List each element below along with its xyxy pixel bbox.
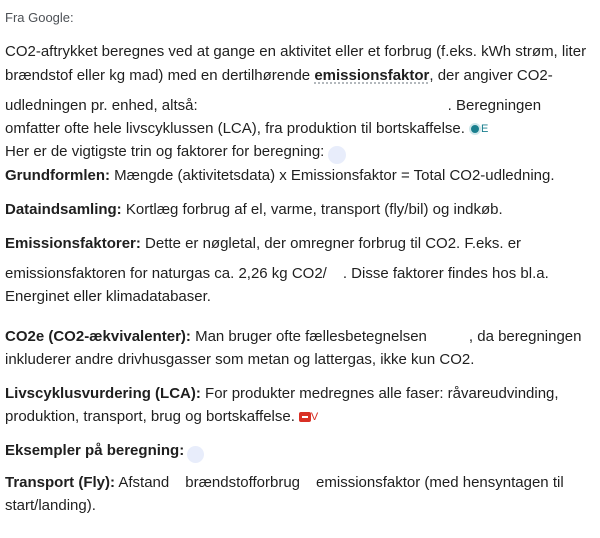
emissionsfaktor-term[interactable]: emissionsfaktor <box>314 67 430 84</box>
grundformlen-text: Mængde (aktivitetsdata) x Emissionsfaktor = Total CO2-udledning. <box>110 167 555 184</box>
emissionsfaktorer-label: Emissionsfaktorer: <box>5 235 141 252</box>
intro-line-2 <box>5 64 553 88</box>
lca-line-2 <box>5 405 318 429</box>
loading-dot-icon <box>187 446 204 463</box>
source-label: Fra Google: <box>5 10 74 25</box>
item-grundformlen <box>5 164 555 188</box>
transport-part-3: emissionsfaktor (med hensyntagen til <box>316 474 564 491</box>
lca-label: Livscyklusvurdering (LCA): <box>5 385 201 402</box>
item-transport <box>5 471 564 495</box>
intro-line-3-post: . Beregningen <box>447 97 542 114</box>
intro-line-3 <box>5 94 541 118</box>
item-emissionsfaktorer <box>5 232 521 256</box>
pdf-citation-icon[interactable] <box>299 412 311 422</box>
intro-line-2-pre: brændstof eller kg mad) med en dertilhørende <box>5 67 315 84</box>
intro-line-1: CO2-aftrykket beregnes ved at gange en aktivitet eller et forbrug (f.eks. kWh strøm, liter <box>5 43 587 60</box>
item-lca <box>5 382 559 406</box>
pdf-citation-label[interactable]: V <box>310 411 319 424</box>
lca-line-1: For produkter medregnes alle faser: råvareudvinding, <box>200 385 559 402</box>
co2e-line-2: inkluderer andre drivhusgasser som metan og lattergas, ikke kun CO2. <box>5 351 475 368</box>
intro-line-2-post: , der angiver CO2- <box>429 67 553 84</box>
transport-line-2: start/landing). <box>5 497 96 514</box>
grundformlen-label: Grundformlen: <box>5 167 110 184</box>
intro-line-5: Her er de vigtigste trin og faktorer for beregning: <box>5 143 325 160</box>
co2e-label: CO2e (CO2-ækvivalenter): <box>5 328 191 345</box>
dataindsamling-label: Dataindsamling: <box>5 201 122 218</box>
co2e-line-1-pre: Man bruger ofte fællesbetegnelsen <box>190 328 427 345</box>
co2e-line-1-post: , da beregningen <box>468 328 582 345</box>
emissionsfaktorer-line-2 <box>5 262 549 286</box>
source-citation-icon[interactable] <box>469 123 481 135</box>
lca-line-2-text: produktion, transport, brug og bortskaffelse. <box>5 408 295 425</box>
emissionsfaktorer-line-2-pre: emissionsfaktoren for naturgas ca. 2,26 kg CO2/ <box>5 265 327 282</box>
intro-line-4 <box>5 117 488 141</box>
emissionsfaktorer-line-3: Energinet eller klimadatabaser. <box>5 288 211 305</box>
examples-heading <box>5 439 184 463</box>
emissionsfaktorer-line-2-post: . Disse faktorer findes hos bl.a. <box>342 265 549 282</box>
loading-dot-icon <box>328 146 346 164</box>
intro-line-3-pre: udledningen pr. enhed, altså: <box>5 97 198 114</box>
emissionsfaktorer-line-1: Dette er nøgletal, der omregner forbrug til CO2. F.eks. er <box>140 235 522 252</box>
transport-part-2: brændstofforbrug <box>185 474 301 491</box>
dataindsamling-text: Kortlæg forbrug af el, varme, transport (fly/bil) og indkøb. <box>121 201 503 218</box>
examples-heading-text: Eksempler på beregning: <box>5 442 185 459</box>
transport-part-1: Afstand <box>115 474 170 491</box>
item-co2e <box>5 325 582 349</box>
source-citation-label[interactable]: E <box>480 123 489 136</box>
transport-label: Transport (Fly): <box>5 474 116 491</box>
intro-line-4-text: omfatter ofte hele livscyklussen (LCA), fra produktion til bortskaffelse. <box>5 120 465 137</box>
item-dataindsamling <box>5 198 503 222</box>
